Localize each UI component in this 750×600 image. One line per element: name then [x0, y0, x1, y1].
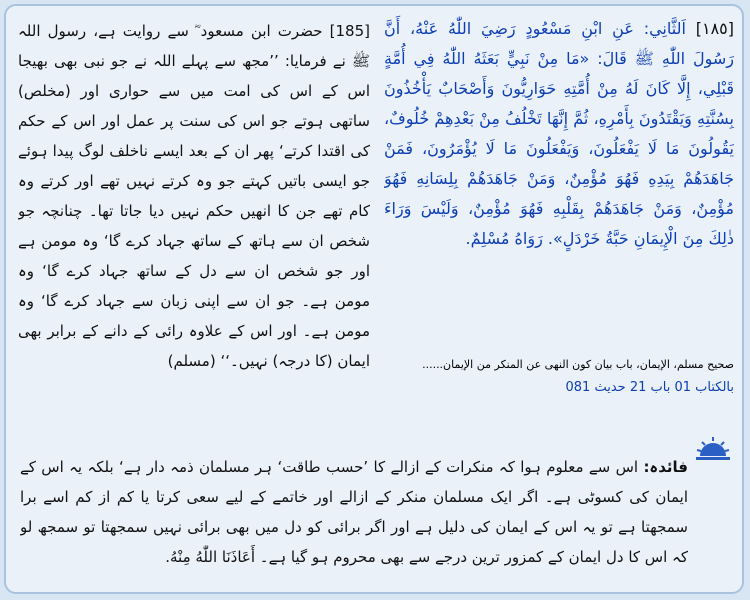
page: [4, 4, 744, 594]
book-chapter-hadith-citation: بالکتاب 01 باب 21 حدیث 081: [565, 380, 734, 395]
fawaid-label: فائدہ:: [643, 458, 688, 476]
urdu-translation-text: حضرت ابن مسعود ؓ سے روایت ہے، رسول اللہ ﷺ نے فرمایا: ’’مجھ سے پہلے اللہ نے جو نبی بھی بھیجا اس کے اس کی امت میں سے حواری اور (مخلص) ساتھی ہوتے جو اس کی سنت پر عمل اور اس کے حکم کی اقتدا کرتے‘ پھر ان کے بعد ایسے ناخلف لوگ پیدا ہوئے جو ایسی باتیں کہتے جو وہ کرتے نہیں تھے اور کرتے وہ کام تھے جن کا انھیں حکم نہیں دیا جاتا تھا۔ چنانچہ جو شخص ان سے ہاتھ کے ساتھ جہاد کرے گا‘ وہ مومن ہے اور جو شخص ان سے دل کے ساتھ جہاد کرے گا‘ وہ مومن ہے۔ جو ان سے اپنی زبان سے جہاد کرے گا‘ وہ مومن ہے۔ اور اس کے علاوہ رائی کے دانے کے برابر بھی ایمان (کا درجہ) نہیں۔‘‘ (مسلم): [18, 22, 370, 370]
source-reference: صحیح مسلم، الإیمان، باب بیان کون النھی عن المنکر من الإیمان......: [422, 358, 734, 371]
fawaid-text: اس سے معلوم ہوا کہ منکرات کے ازالے کا ’حسب طاقت‘ ہر مسلمان ذمہ دار ہے‘ بلکہ یہ اس کے ایمان کی کسوٹی ہے۔ اگر ایک مسلمان منکر کے ازالے اور خاتمے کے لیے سعی کرتا یا کم از کم اسے برا سمجھتا ہے تو یہ اس کے ایمان کی دلیل ہے اور اگر برائی کو دل میں بھی برائی نہیں سمجھتا تو سمجھ لو کہ اس کا دل ایمان کے کمزور ترین درجے سے بھی محروم ہو گیا ہے۔ أَعَاذَنَا اللّٰهُ مِنْهُ.: [20, 458, 688, 566]
fawaid-commentary: [20, 452, 688, 592]
urdu-hadith-number: [185]: [322, 22, 370, 40]
arabic-hadith-text: اَلثَّانِي: عَنِ ابْنِ مَسْعُودٍ رَضِيَ اللّٰهُ عَنْهُ، أَنَّ رَسُولَ اللّٰهِ ﷺ قَالَ: «مَا مِنْ نَبِيٍّ بَعَثَهُ اللّٰهُ فِي أُمَّةٍ قَبْلِي، إِلَّا كَانَ لَهُ مِنْ أُمَّتِهِ حَوَارِيُّونَ وَأَصْحَابٌ يَأْخُذُونَ بِسُنَّتِهِ وَيَقْتَدُونَ بِأَمْرِهِ، ثُمَّ إِنَّهَا تَخْلُفُ مِنْ بَعْدِهِمْ خُلُوفٌ، يَقُولُونَ مَا لَا يَفْعَلُونَ، وَيَفْعَلُونَ مَا لَا يُؤْمَرُونَ، فَمَنْ جَاهَدَهُمْ بِيَدِهِ فَهُوَ مُؤْمِنٌ، وَمَنْ جَاهَدَهُمْ بِلِسَانِهِ فَهُوَ مُؤْمِنٌ، وَمَنْ جَاهَدَهُمْ بِقَلْبِهِ فَهُوَ مُؤْمِنٌ، وَلَيْسَ وَرَاءَ ذٰلِكَ مِنَ الْإِيمَانِ حَبَّةُ خَرْدَلٍ». رَوَاهُ مُسْلِمٌ.: [384, 19, 734, 248]
sunrise-icon: [696, 436, 730, 464]
arabic-hadith-number: [١٨٥]: [685, 19, 734, 38]
urdu-translation-column: [18, 16, 370, 446]
